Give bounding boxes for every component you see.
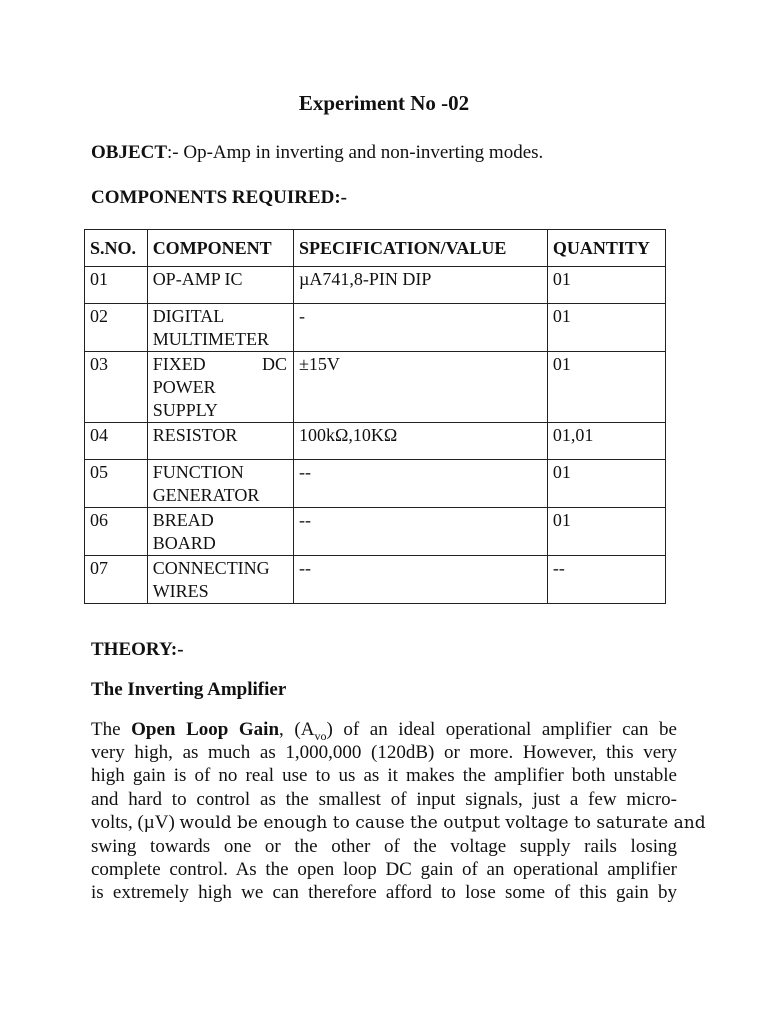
table-row bbox=[85, 267, 666, 304]
row-spec: µA741,8-PIN DIP bbox=[293, 267, 547, 304]
table-row bbox=[85, 508, 666, 556]
component-line: BOARD bbox=[152, 533, 216, 553]
row-qty: 01 bbox=[547, 508, 665, 556]
component-line: DIGITAL bbox=[152, 306, 225, 326]
row-spec: -- bbox=[293, 556, 547, 604]
table-row bbox=[85, 352, 666, 423]
row-component bbox=[147, 556, 293, 604]
component-line: MULTIMETER bbox=[152, 329, 270, 349]
paragraph-text: , (A bbox=[279, 719, 315, 740]
paragraph-line: and hard to control as the smallest of input signals, just a few micro- bbox=[91, 788, 677, 810]
paragraph-line: very high, as much as 1,000,000 (120dB) or more. However, this very bbox=[91, 742, 677, 764]
component-line: POWER bbox=[152, 377, 216, 397]
row-qty: 01,01 bbox=[547, 423, 665, 460]
component-line: GENERATOR bbox=[152, 485, 260, 505]
component-line: FUNCTION bbox=[152, 462, 244, 482]
row-spec: 100kΩ,10KΩ bbox=[293, 423, 547, 460]
row-spec: -- bbox=[293, 508, 547, 556]
paragraph-line bbox=[91, 811, 706, 835]
row-component bbox=[147, 352, 293, 423]
row-qty: 01 bbox=[547, 460, 665, 508]
component-line: FIXED DC bbox=[152, 354, 287, 374]
row-sno: 03 bbox=[85, 352, 148, 423]
paragraph-text: volts, (µV) bbox=[91, 811, 180, 833]
row-sno: 07 bbox=[85, 556, 148, 604]
table-row bbox=[85, 460, 666, 508]
row-qty: 01 bbox=[547, 304, 665, 352]
row-spec: - bbox=[293, 304, 547, 352]
paragraph-line: complete control. As the open loop DC gain of an operational amplifier bbox=[91, 859, 677, 881]
components-table bbox=[84, 229, 666, 604]
paragraph-text: would be enough to cause the output voltage to saturate and bbox=[179, 812, 706, 833]
row-component: RESISTOR bbox=[147, 423, 293, 460]
row-qty: 01 bbox=[547, 352, 665, 423]
component-line: SUPPLY bbox=[152, 400, 218, 420]
section-heading: The Inverting Amplifier bbox=[91, 679, 287, 700]
table-row bbox=[85, 423, 666, 460]
components-heading: COMPONENTS REQUIRED:- bbox=[91, 187, 347, 208]
row-sno: 01 bbox=[85, 267, 148, 304]
header-component: COMPONENT bbox=[147, 230, 293, 267]
table-row bbox=[85, 304, 666, 352]
component-line: BREAD bbox=[152, 510, 214, 530]
header-specification: SPECIFICATION/VALUE bbox=[293, 230, 547, 267]
table-row bbox=[85, 556, 666, 604]
header-quantity: QUANTITY bbox=[547, 230, 665, 267]
paragraph-line: is extremely high we can therefore afford to lose some of this gain by bbox=[91, 882, 677, 904]
row-component bbox=[147, 460, 293, 508]
object-text: :- Op-Amp in inverting and non-inverting modes. bbox=[167, 142, 544, 163]
header-sno: S.NO. bbox=[85, 230, 148, 267]
object-line bbox=[91, 141, 543, 164]
paragraph-text: ) of an ideal operational amplifier can be bbox=[326, 719, 677, 740]
paragraph-text: The bbox=[91, 719, 132, 740]
row-qty: 01 bbox=[547, 267, 665, 304]
paragraph-line: high gain is of no real use to us as it makes the amplifier both unstable bbox=[91, 765, 677, 787]
row-sno: 02 bbox=[85, 304, 148, 352]
page-title: Experiment No -02 bbox=[298, 91, 470, 115]
row-component bbox=[147, 508, 293, 556]
row-spec: ±15V bbox=[293, 352, 547, 423]
row-sno: 04 bbox=[85, 423, 148, 460]
theory-heading: THEORY:- bbox=[91, 639, 184, 660]
object-label: OBJECT bbox=[91, 142, 168, 163]
paragraph-line bbox=[91, 718, 677, 741]
row-sno: 05 bbox=[85, 460, 148, 508]
theory-paragraph bbox=[91, 718, 706, 905]
row-spec: -- bbox=[293, 460, 547, 508]
component-line: CONNECTING bbox=[152, 558, 270, 578]
row-component: OP-AMP IC bbox=[147, 267, 293, 304]
row-qty: -- bbox=[547, 556, 665, 604]
open-loop-gain-term: Open Loop Gain bbox=[131, 719, 280, 740]
row-component bbox=[147, 304, 293, 352]
subscript-vo: vo bbox=[314, 728, 327, 743]
component-line: WIRES bbox=[152, 581, 209, 601]
row-sno: 06 bbox=[85, 508, 148, 556]
table-header-row bbox=[85, 230, 666, 267]
paragraph-line: swing towards one or the other of the voltage supply rails losing bbox=[91, 836, 677, 858]
